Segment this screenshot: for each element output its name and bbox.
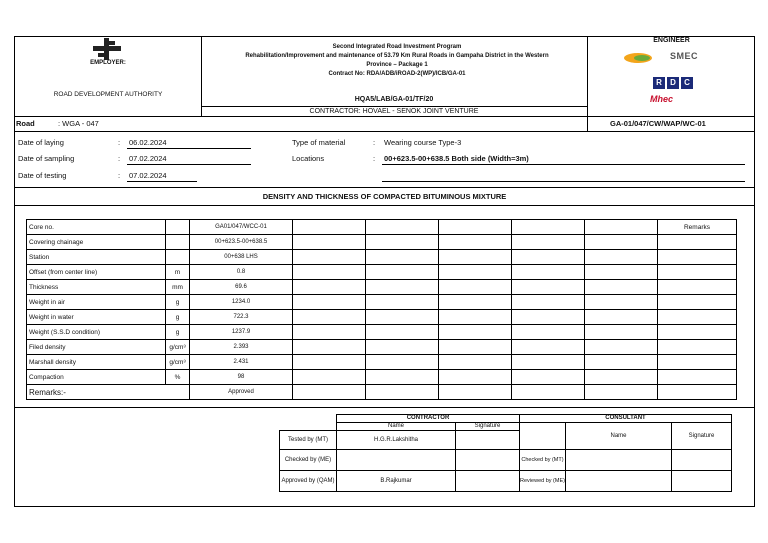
- row-value: 98: [190, 370, 293, 385]
- blank-cell: [366, 280, 439, 295]
- locations-value: 00+623.5-00+638.5 Both side (Width=3m): [384, 154, 529, 163]
- blank-cell: [439, 265, 512, 280]
- contractor-header: CONTRACTOR: [337, 415, 520, 423]
- blank-cell: [366, 370, 439, 385]
- blank-cell: [293, 325, 366, 340]
- approved-by-label: Approved by (QAM): [280, 471, 337, 492]
- row-label: Weight (S.S.D condition): [27, 325, 166, 340]
- blank-cell: [366, 250, 439, 265]
- blank-cell: [512, 235, 585, 250]
- date-of-testing-label: Date of testing: [18, 171, 67, 180]
- blank-cell: [585, 265, 658, 280]
- row-label: Station: [27, 250, 166, 265]
- consultant-checked-name: [566, 450, 672, 471]
- remarks-cell: [658, 250, 737, 265]
- colon-1: :: [118, 138, 121, 147]
- date-of-laying-value: 06.02.2024: [129, 138, 167, 147]
- blank-cell: [366, 265, 439, 280]
- remarks-cell: [658, 295, 737, 310]
- employer-name: ROAD DEVELOPMENT AUTHORITY: [53, 91, 163, 98]
- row-label: Filed density: [27, 340, 166, 355]
- remarks-cell: [658, 265, 737, 280]
- header-bottom-line: [14, 116, 755, 117]
- blank-cell: [293, 370, 366, 385]
- blank-cell: [512, 310, 585, 325]
- consultant-name-header: Name: [566, 423, 672, 450]
- locations-label: Locations: [292, 154, 325, 163]
- blank-cell: [439, 220, 512, 235]
- consultant-reviewed-by-label: Reviewed by (ME): [520, 471, 566, 492]
- blank-cell: [585, 340, 658, 355]
- blank-cell: [512, 295, 585, 310]
- row-label: Marshall density: [27, 355, 166, 370]
- blank-cell: [512, 325, 585, 340]
- type-of-material-label: Type of material: [292, 138, 346, 147]
- remarks-cell: [658, 370, 737, 385]
- checked-by-name: [337, 450, 456, 471]
- table-row: [27, 280, 737, 295]
- blank-cell: [585, 325, 658, 340]
- road-reference: GA-01/047/CW/WAP/WC-01: [610, 119, 706, 128]
- blank-cell: [585, 310, 658, 325]
- type-of-material-value: Wearing course Type-3: [384, 138, 462, 147]
- table-row: [27, 325, 737, 340]
- row-label: Thickness: [27, 280, 166, 295]
- table-row: [27, 250, 737, 265]
- blank-cell: [512, 280, 585, 295]
- blank-cell: [439, 295, 512, 310]
- row-label: Covering chainage: [27, 235, 166, 250]
- consultant-signature-header: Signature: [672, 423, 732, 450]
- row-value: 00+623.5-00+638.5: [190, 235, 293, 250]
- blank-cell: [293, 310, 366, 325]
- rdc-letter-d: D: [667, 77, 679, 89]
- table-row: [27, 310, 737, 325]
- engineer-label: ENGINEER: [653, 37, 690, 44]
- blank-cell: [512, 340, 585, 355]
- consultant-checked-signature: [672, 450, 732, 471]
- blank-cell: [366, 310, 439, 325]
- road-value: : WGA - 047: [58, 119, 99, 128]
- header-divider-left: [201, 36, 202, 116]
- consultant-reviewed-signature: [672, 471, 732, 492]
- blank-cell: [293, 250, 366, 265]
- blank-cell: [293, 235, 366, 250]
- blank-cell: [439, 370, 512, 385]
- blank-cell: [585, 370, 658, 385]
- signature-table: [279, 414, 732, 492]
- blank-cell: [439, 310, 512, 325]
- blank-cell: [512, 265, 585, 280]
- blank-cell: [439, 355, 512, 370]
- blank-cell: [439, 250, 512, 265]
- blank-cell: [366, 385, 439, 400]
- blank-cell: [293, 385, 366, 400]
- rdc-logo: [653, 72, 695, 86]
- blank-cell: [366, 340, 439, 355]
- remarks-cell: [658, 355, 737, 370]
- blank-cell: [366, 295, 439, 310]
- blank-cell: [585, 235, 658, 250]
- row-value: 0.8: [190, 265, 293, 280]
- tested-by-label: Tested by (MT): [280, 431, 337, 450]
- employer-label: EMPLOYER:: [90, 60, 126, 66]
- row-unit: g/cm³: [166, 340, 190, 355]
- row-unit: m: [166, 265, 190, 280]
- remarks-cell: [658, 280, 737, 295]
- consultant-header: CONSULTANT: [520, 415, 732, 423]
- row-value: 1234.0: [190, 295, 293, 310]
- sampling-underline: [127, 164, 251, 165]
- date-of-sampling-value: 07.02.2024: [129, 154, 167, 163]
- laying-underline: [127, 148, 251, 149]
- remarks-cell: [658, 340, 737, 355]
- colon-5: :: [373, 154, 376, 163]
- remarks-header: Remarks: [658, 220, 737, 235]
- blank-cell: [439, 385, 512, 400]
- date-of-sampling-label: Date of sampling: [18, 154, 75, 163]
- date-of-laying-label: Date of laying: [18, 138, 64, 147]
- row-value: 1237.9: [190, 325, 293, 340]
- program-line-1: Second Integrated Road Investment Program: [332, 44, 462, 50]
- road-bottom-line: [14, 131, 755, 132]
- tested-by-name: H.G.R.Lakshitha: [337, 431, 456, 450]
- row-value: Approved: [190, 385, 293, 400]
- row-label: Compaction: [27, 370, 166, 385]
- blank-cell: [512, 355, 585, 370]
- road-label: Road: [16, 119, 35, 128]
- table-row: [27, 340, 737, 355]
- remarks-cell: [658, 385, 737, 400]
- blank-cell: [439, 235, 512, 250]
- table-row: [27, 355, 737, 370]
- consultant-reviewed-name: [566, 471, 672, 492]
- remarks-cell: [658, 325, 737, 340]
- row-unit: [166, 220, 190, 235]
- colon-2: :: [118, 154, 121, 163]
- row-unit: g: [166, 295, 190, 310]
- blank-cell: [439, 280, 512, 295]
- contractor-name-header: Name: [337, 423, 456, 431]
- row-unit: g/cm³: [166, 355, 190, 370]
- remarks-cell: [658, 235, 737, 250]
- row-unit: g: [166, 325, 190, 340]
- blank-cell: [512, 370, 585, 385]
- checked-by-label: Checked by (ME): [280, 450, 337, 471]
- locations-underline: [382, 164, 745, 165]
- section-bottom-line: [14, 205, 755, 206]
- table-row: [27, 295, 737, 310]
- density-table-body: [27, 220, 737, 400]
- contractor-line-top: [201, 106, 587, 107]
- program-header: [207, 43, 587, 79]
- blank-cell: [585, 385, 658, 400]
- contractor-name: CONTRACTOR: HOVAEL - SENOK JOINT VENTURE: [309, 108, 479, 115]
- smec-swoosh-icon: [624, 52, 654, 64]
- row-value: 69.6: [190, 280, 293, 295]
- row-unit: [166, 250, 190, 265]
- row-label: Offset (from center line): [27, 265, 166, 280]
- locations-underline-2: [382, 181, 745, 182]
- rda-logo-icon: [90, 38, 124, 60]
- blank-cell: [585, 355, 658, 370]
- approved-by-signature: [456, 471, 520, 492]
- table-row: [27, 235, 737, 250]
- row-value: 722.3: [190, 310, 293, 325]
- table-row: [27, 370, 737, 385]
- mhec-text: Mhec: [650, 94, 674, 104]
- blank-cell: [512, 385, 585, 400]
- rdc-letter-c: C: [681, 77, 693, 89]
- tested-by-signature: [456, 431, 520, 450]
- blank-cell: [293, 220, 366, 235]
- row-unit: mm: [166, 280, 190, 295]
- blank-cell: [293, 265, 366, 280]
- testing-underline: [127, 181, 197, 182]
- row-value: 2.393: [190, 340, 293, 355]
- rdc-letter-r: R: [653, 77, 665, 89]
- density-table: [26, 219, 737, 400]
- row-label: Remarks:-: [27, 385, 190, 400]
- contract-number: Contract No: RDA/ADB/iROAD-2(WP)/ICB/GA-01: [328, 71, 466, 77]
- row-unit: %: [166, 370, 190, 385]
- blank-cell: [366, 355, 439, 370]
- colon-4: :: [373, 138, 376, 147]
- blank-cell: [585, 250, 658, 265]
- contractor-signature-header: Signature: [456, 423, 520, 431]
- blank-cell: [512, 250, 585, 265]
- remarks-cell: [658, 310, 737, 325]
- table-row: [27, 220, 737, 235]
- blank-cell: [293, 280, 366, 295]
- section-title: DENSITY AND THICKNESS OF COMPACTED BITUMINOUS MIXTURE: [262, 192, 507, 201]
- blank-cell: [512, 220, 585, 235]
- approved-by-name: B.Rajkumar: [337, 471, 456, 492]
- blank-cell: [439, 325, 512, 340]
- blank-cell: [293, 355, 366, 370]
- row-value: 00+638 LHS: [190, 250, 293, 265]
- row-value: 2.431: [190, 355, 293, 370]
- blank-cell: [585, 295, 658, 310]
- blank-cell: [293, 295, 366, 310]
- smec-logo: [624, 51, 716, 65]
- mhec-logo: [650, 89, 696, 103]
- date-of-testing-value: 07.02.2024: [129, 171, 167, 180]
- blank-cell: [585, 220, 658, 235]
- signature-section-line: [14, 407, 755, 408]
- row-unit: g: [166, 310, 190, 325]
- report-number: HQA5/LAB/GA-01/TF/20: [354, 96, 434, 103]
- program-line-2: Rehabilitation/Improvement and maintenance of 53.79 Km Rural Roads in Gampaha District in the Western: [245, 53, 549, 59]
- blank-cell: [366, 325, 439, 340]
- blank-cell: [293, 340, 366, 355]
- blank-cell: [366, 220, 439, 235]
- blank-cell: [366, 235, 439, 250]
- table-row: [27, 265, 737, 280]
- row-label: Weight in water: [27, 310, 166, 325]
- colon-3: :: [118, 171, 121, 180]
- smec-text: SMEC: [670, 51, 699, 61]
- blank-cell: [585, 280, 658, 295]
- consultant-checked-by-label: Checked by (MT): [520, 450, 566, 471]
- section-top-line: [14, 187, 755, 188]
- blank-cell: [439, 340, 512, 355]
- table-row: [27, 385, 737, 400]
- row-label: Weight in air: [27, 295, 166, 310]
- row-unit: [166, 235, 190, 250]
- program-line-3: Province – Package 1: [366, 62, 428, 68]
- row-label: Core no.: [27, 220, 166, 235]
- checked-by-signature: [456, 450, 520, 471]
- row-value: GA01/047/WCC-01: [190, 220, 293, 235]
